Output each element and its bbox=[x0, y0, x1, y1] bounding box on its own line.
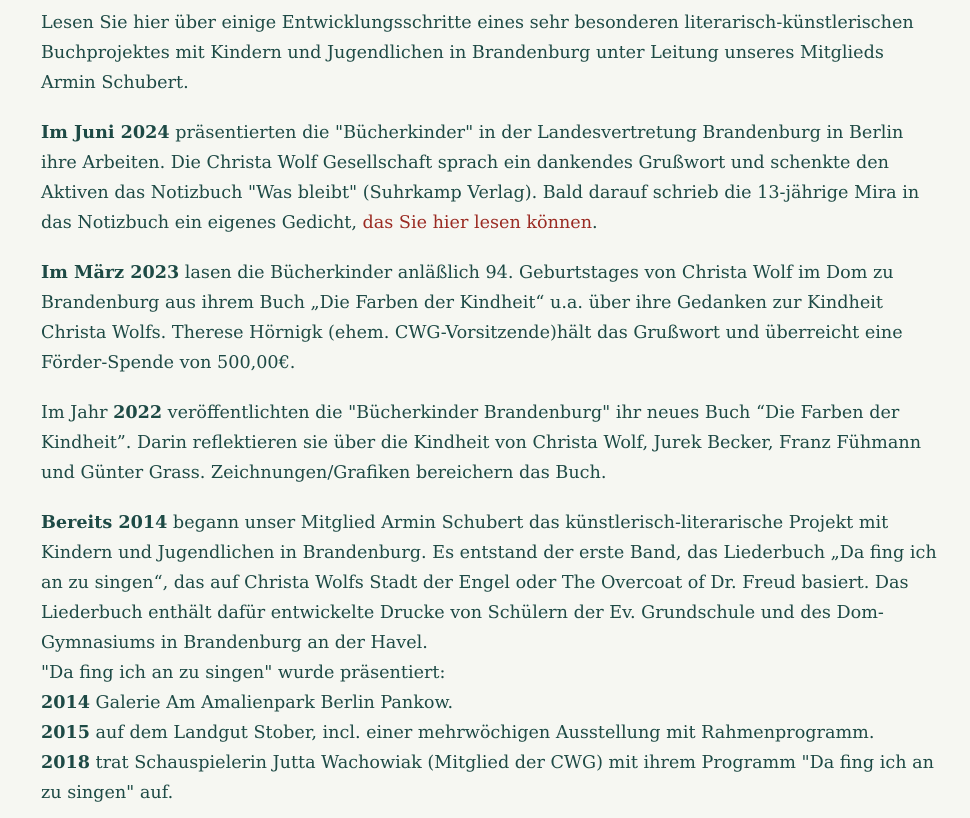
paragraph-2014 bbox=[41, 508, 941, 808]
paragraph-2023 bbox=[41, 258, 941, 378]
text-2022: veröffentlichten die "Bücherkinder Brandenburg" ihr neues Buch “Die Farben der Kindheit”. Darin reflektieren sie über die Kindheit von Christa Wolf, Jurek Becker, Franz Fühmann und Günter Grass. Zeichnungen/Grafiken bereichern das Buch. bbox=[41, 403, 922, 483]
lead-2024: Im Juni 2024 bbox=[41, 122, 170, 143]
text-2023: lasen die Bücherkinder anläßlich 94. Geburtstages von Christa Wolf im Dom zu Brandenburg aus ihrem Buch „Die Farben der Kindheit“ u.a. über ihre Gedanken zur Kindheit Christa Wolfs. Therese Hörnigk (ehem. CWG-Vorsitzende)hält das Grußwort und überreicht eine Förder-Spende von 500,00€. bbox=[41, 263, 903, 373]
paragraph-2024 bbox=[41, 118, 941, 238]
event-year: 2015 bbox=[41, 722, 90, 743]
lead-2022: 2022 bbox=[113, 402, 163, 423]
event-text: trat Schauspielerin Jutta Wachowiak (Mitglied der CWG) mit ihrem Programm "Da fing ich an zu singen" auf. bbox=[41, 753, 934, 803]
intro-paragraph: Lesen Sie hier über einige Entwicklungsschritte eines sehr besonderen literarisch-künstlerischen Buchprojektes mit Kindern und Jugendlichen in Brandenburg unter Leitung unseres Mitglieds Armin Schubert. bbox=[41, 13, 914, 93]
presented-line: "Da fing ich an zu singen" wurde präsentiert: bbox=[41, 663, 446, 683]
text-2014: begann unser Mitglied Armin Schubert das künstlerisch-literarische Projekt mit Kindern und Jugendlichen in Brandenburg. Es entstand der erste Band, das Liederbuch „Da fing ich an zu singen“, das auf Christa Wolfs Stadt der Engel oder The Overcoat of Dr. Freud basiert. Das Liederbuch enthält dafür entwickelte Drucke von Schülern der Ev. Grundschule und des Dom-Gymnasiums in Brandenburg an der Havel. bbox=[41, 513, 937, 653]
poem-link[interactable]: das Sie hier lesen können bbox=[362, 213, 593, 233]
end-2024: . bbox=[592, 213, 598, 233]
event-text: Galerie Am Amalienpark Berlin Pankow. bbox=[89, 693, 454, 713]
lead-2014: Bereits 2014 bbox=[41, 512, 168, 533]
event-text: auf dem Landgut Stober, incl. einer mehrwöchigen Ausstellung mit Rahmenprogramm. bbox=[89, 723, 875, 743]
event-year: 2014 bbox=[41, 692, 90, 713]
event-year: 2018 bbox=[41, 752, 90, 773]
text-2024: präsentierten die "Bücherkinder" in der Landesvertretung Brandenburg in Berlin ihre Arbeiten. Die Christa Wolf Gesellschaft sprach ein dankendes Grußwort und schenkte den Aktiven das Notizbuch "Was bleibt" (Suhrkamp Verlag). Bald darauf schrieb die 13-jährige Mira in das Notizbuch ein eigenes Gedicht, bbox=[41, 123, 920, 233]
lead-2023: Im März 2023 bbox=[41, 262, 180, 283]
article-body bbox=[41, 8, 941, 808]
pre-2022: Im Jahr bbox=[41, 403, 114, 423]
paragraph-2022 bbox=[41, 398, 941, 488]
